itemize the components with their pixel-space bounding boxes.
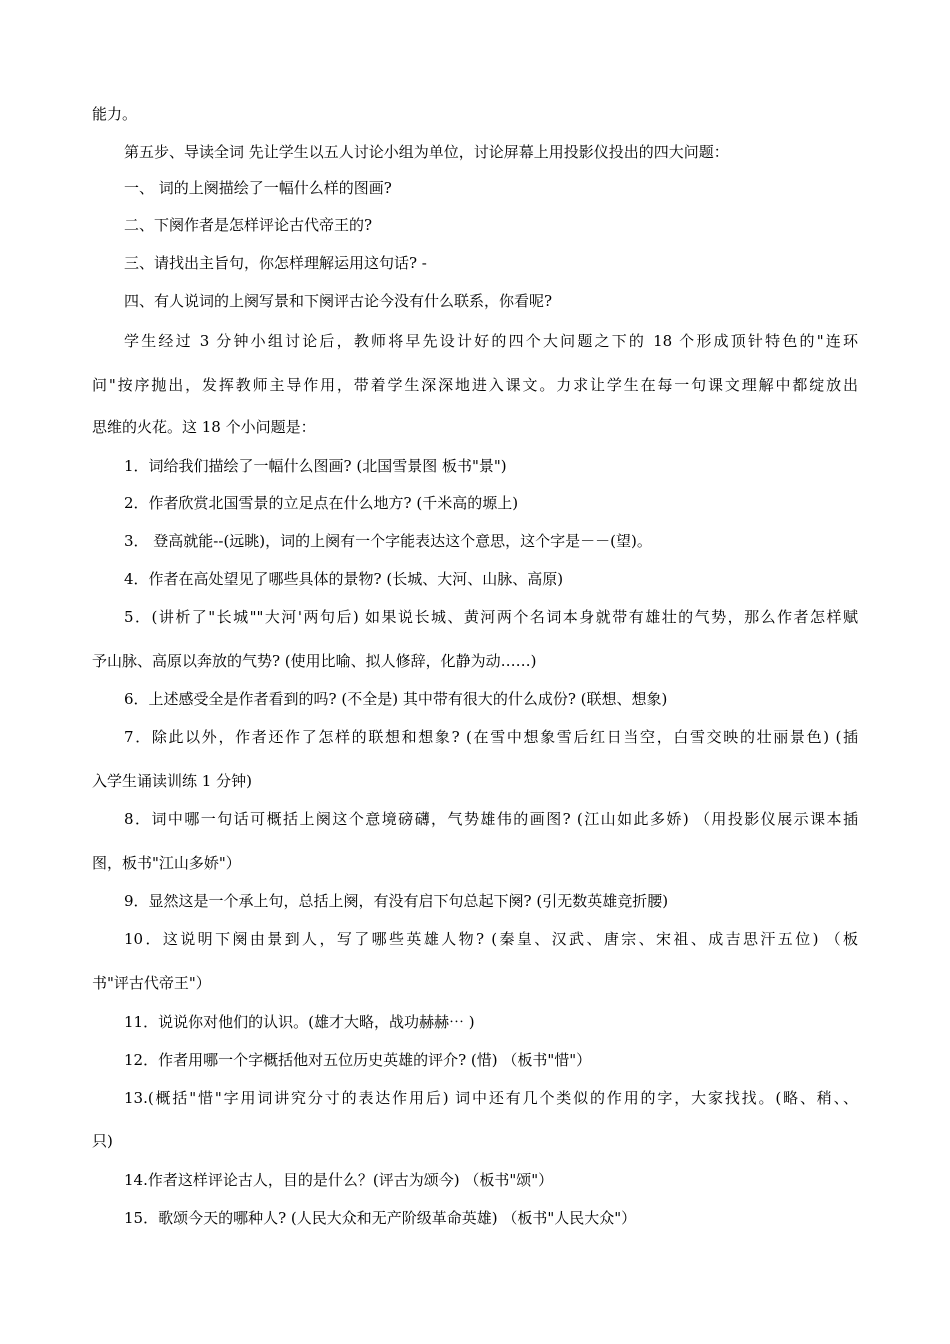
text-line: 一、 词的上阕描绘了一幅什么样的图画? [124, 179, 392, 197]
text-line: 只) [92, 1132, 113, 1150]
text-line: 问"按序抛出，发挥教师主导作用，带着学生深深地进入课文。力求让学生在每一句课文理解中都绽放出 [92, 376, 858, 394]
text-line: 9．显然这是一个承上句，总括上阕，有没有启下句总起下阕? (引无数英雄竞折腰) [124, 892, 669, 910]
text-line: 11．说说你对他们的认识。(雄才大略，战功赫赫⋯ ) [124, 1013, 475, 1031]
text-line: 14.作者这样评论古人，目的是什么？(评古为颂今) （板书"颂"） [124, 1171, 554, 1189]
text-line: 7．除此以外，作者还作了怎样的联想和想象? (在雪中想象雪后红日当空，白雪交映的壮丽景色) (插 [124, 728, 858, 746]
text-line: 三、请找出主旨句，你怎样理解运用这句话? - [124, 254, 427, 272]
text-line: 学生经过 3 分钟小组讨论后，教师将早先设计好的四个大问题之下的 18 个形成顶针特色的"连环 [124, 332, 858, 350]
text-line: 13.(概括"惜"字用词讲究分寸的表达作用后) 词中还有几个类似的作用的字，大家找找。(略、稍、、 [124, 1089, 858, 1107]
text-line: 二、下阕作者是怎样评论古代帝王的? [124, 216, 373, 234]
text-line: 入学生诵读训练 1 分钟) [92, 772, 252, 790]
text-line: 第五步、导读全词 先让学生以五人讨论小组为单位，讨论屏幕上用投影仪投出的四大问题： [124, 143, 729, 161]
text-line: 6．上述感受全是作者看到的吗? (不全是) 其中带有很大的什么成份? (联想、想象) [124, 690, 668, 708]
text-line: 思维的火花。这 18 个小问题是： [92, 418, 316, 436]
text-line: 12．作者用哪一个字概括他对五位历史英雄的评介? (惜) （板书"惜"） [124, 1051, 592, 1069]
text-line: 四、有人说词的上阕写景和下阕评古论今没有什么联系，你看呢? [124, 292, 553, 310]
text-line: 4．作者在高处望见了哪些具体的景物? (长城、大河、山脉、高原) [124, 570, 564, 588]
text-line: 8．词中哪一句话可概括上阕这个意境磅礴，气势雄伟的画图? (江山如此多娇) （用投影仪展示课本插 [124, 810, 858, 828]
text-line: 5．(讲析了"长城""大河'两句后) 如果说长城、黄河两个名词本身就带有雄壮的气势，那么作者怎样赋 [124, 608, 858, 626]
text-line: 3． 登高就能--(远眺)，词的上阕有一个字能表达这个意思，这个字是－－(望)。 [124, 532, 652, 550]
text-line: 图，板书"江山多娇"） [92, 854, 241, 872]
text-line: 能力。 [92, 105, 138, 123]
text-line: 2．作者欣赏北国雪景的立足点在什么地方? (千米高的塬上) [124, 494, 519, 512]
text-line: 1．词给我们描绘了一幅什么图画? (北国雪景图 板书"景") [124, 457, 507, 475]
text-line: 书"评古代帝王"） [92, 974, 211, 992]
text-line: 10．这说明下阕由景到人，写了哪些英雄人物? (秦皇、汉武、唐宗、宋祖、成吉思汗五位) （板 [124, 930, 858, 948]
text-line: 予山脉、高原以奔放的气势? (使用比喻、拟人修辞，化静为动……) [92, 652, 537, 670]
text-line: 15．歌颂今天的哪种人? (人民大众和无产阶级革命英雄) （板书"人民大众"） [124, 1209, 637, 1227]
